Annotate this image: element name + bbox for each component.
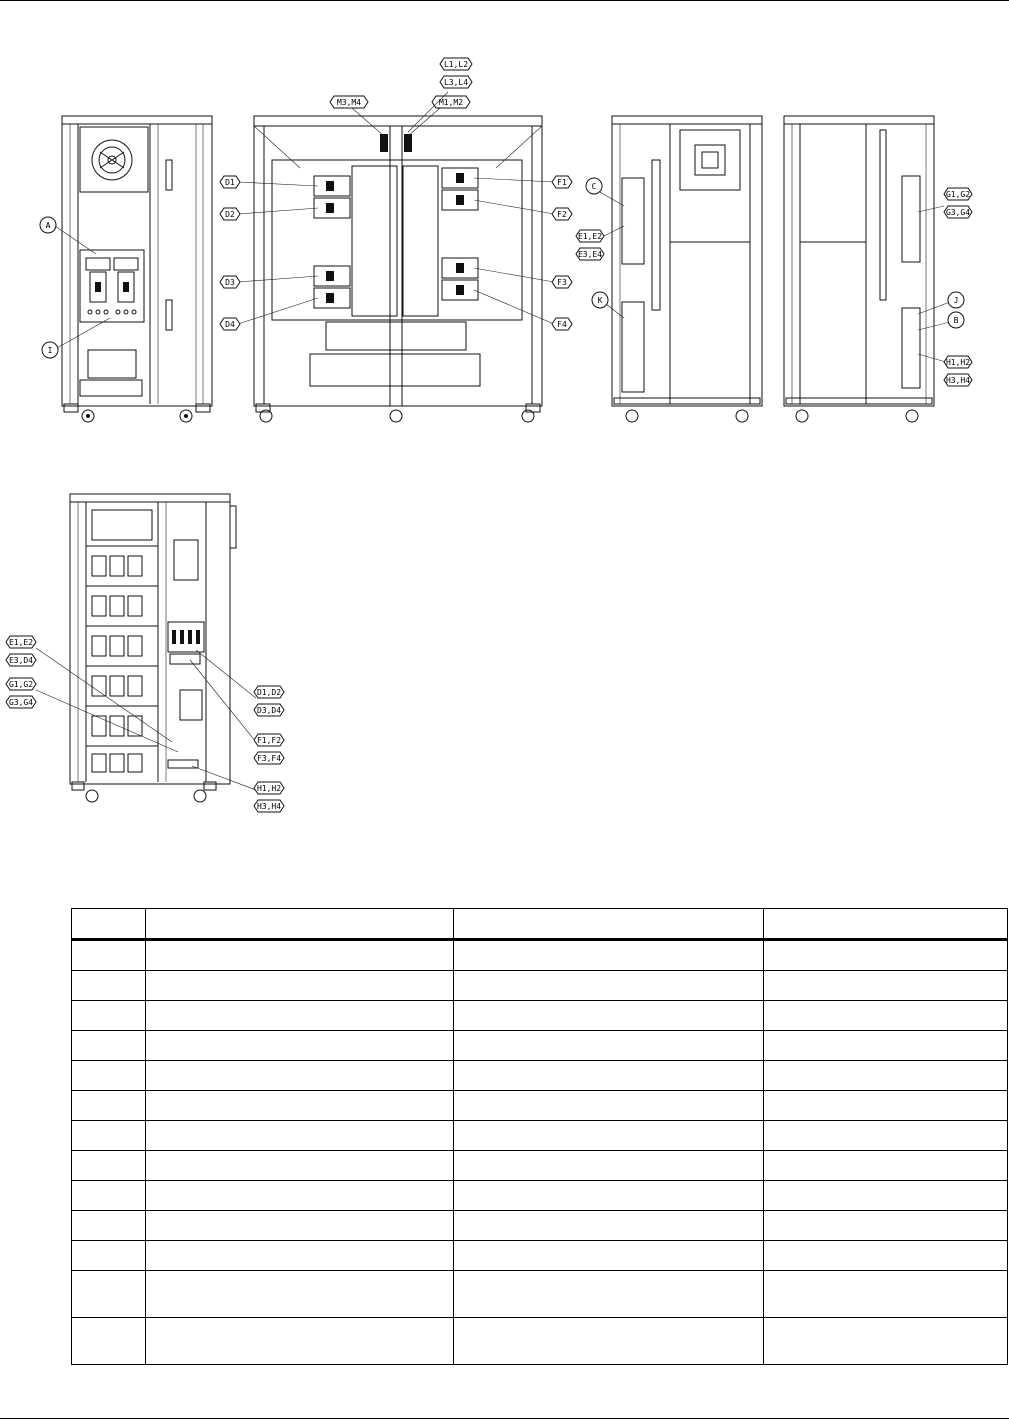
table-cell bbox=[764, 1318, 1008, 1365]
svg-text:E3,E4: E3,E4 bbox=[577, 250, 603, 259]
svg-text:G3,G4: G3,G4 bbox=[945, 208, 971, 217]
table-cell bbox=[764, 1241, 1008, 1271]
table-cell bbox=[146, 1318, 454, 1365]
table-cell bbox=[146, 1241, 454, 1271]
table-cell bbox=[146, 1061, 454, 1091]
table-cell bbox=[764, 1151, 1008, 1181]
label-D1 bbox=[220, 176, 318, 188]
table-row bbox=[72, 1271, 1008, 1318]
table-cell bbox=[454, 1001, 764, 1031]
battery-rows bbox=[92, 556, 142, 772]
table-cell bbox=[72, 1031, 146, 1061]
label-D4 bbox=[220, 298, 318, 330]
table-cell bbox=[764, 1121, 1008, 1151]
svg-text:A: A bbox=[45, 221, 51, 230]
svg-text:H1,H2: H1,H2 bbox=[256, 784, 282, 793]
label-E-groups bbox=[576, 226, 624, 260]
table-row bbox=[72, 1318, 1008, 1365]
table-cell bbox=[454, 1271, 764, 1318]
svg-text:D1: D1 bbox=[225, 178, 235, 187]
table-row bbox=[72, 1151, 1008, 1181]
table-row bbox=[72, 1121, 1008, 1151]
svg-text:C: C bbox=[591, 182, 597, 191]
label-D3 bbox=[220, 276, 318, 288]
table-cell bbox=[72, 1121, 146, 1151]
table-cell bbox=[764, 1031, 1008, 1061]
table-cell bbox=[72, 1151, 146, 1181]
table-cell bbox=[146, 1181, 454, 1211]
svg-text:E1,E2: E1,E2 bbox=[577, 232, 603, 241]
svg-text:F4: F4 bbox=[557, 320, 567, 329]
svg-text:E3,D4: E3,D4 bbox=[8, 656, 34, 665]
table-cell bbox=[72, 940, 146, 971]
table-cell bbox=[764, 1271, 1008, 1318]
table-cell bbox=[764, 1181, 1008, 1211]
table-row bbox=[72, 1031, 1008, 1061]
table-cell bbox=[146, 1031, 454, 1061]
table-cell bbox=[72, 1271, 146, 1318]
svg-text:E1,E2: E1,E2 bbox=[8, 638, 34, 647]
table-cell bbox=[454, 1091, 764, 1121]
svg-text:D4: D4 bbox=[225, 320, 235, 329]
svg-text:H3,H4: H3,H4 bbox=[945, 376, 971, 385]
table-cell bbox=[72, 971, 146, 1001]
svg-text:J: J bbox=[953, 296, 959, 305]
svg-text:M3,M4: M3,M4 bbox=[336, 98, 362, 107]
table-cell bbox=[72, 1061, 146, 1091]
table-cell bbox=[146, 971, 454, 1001]
table-cell bbox=[454, 1211, 764, 1241]
table-cell bbox=[146, 1211, 454, 1241]
svg-text:K: K bbox=[597, 296, 603, 305]
table-cell bbox=[72, 1001, 146, 1031]
table-row bbox=[72, 971, 1008, 1001]
table-row bbox=[72, 1061, 1008, 1091]
table-cell bbox=[454, 940, 764, 971]
table-cell bbox=[146, 1121, 454, 1151]
svg-text:F3: F3 bbox=[557, 278, 567, 287]
label-A bbox=[40, 217, 96, 254]
table-cell bbox=[764, 1091, 1008, 1121]
label-F1 bbox=[474, 176, 572, 188]
label-C bbox=[586, 178, 624, 206]
footer-rule bbox=[0, 1418, 1009, 1419]
svg-text:G1,G2: G1,G2 bbox=[945, 190, 971, 199]
svg-text:G3,G4: G3,G4 bbox=[8, 698, 34, 707]
svg-text:D2: D2 bbox=[225, 210, 235, 219]
table-cell bbox=[72, 1091, 146, 1121]
front-view bbox=[40, 116, 212, 422]
svg-text:L1,L2: L1,L2 bbox=[443, 60, 469, 69]
table-cell bbox=[146, 1271, 454, 1318]
side-view bbox=[576, 116, 762, 422]
table-cell bbox=[764, 1211, 1008, 1241]
table-cell bbox=[72, 1318, 146, 1365]
table-row bbox=[72, 1211, 1008, 1241]
table-cell bbox=[146, 940, 454, 971]
table-cell bbox=[454, 1031, 764, 1061]
spec-table bbox=[71, 908, 1008, 1365]
label-J bbox=[918, 292, 964, 314]
header-cell bbox=[72, 909, 146, 940]
svg-text:G1,G2: G1,G2 bbox=[8, 680, 34, 689]
svg-text:D1,D2: D1,D2 bbox=[256, 688, 282, 697]
header-cell bbox=[146, 909, 454, 940]
header-cell bbox=[454, 909, 764, 940]
label-B bbox=[918, 312, 964, 330]
rear-view bbox=[784, 116, 972, 422]
svg-text:L3,L4: L3,L4 bbox=[443, 78, 469, 87]
svg-text:H1,H2: H1,H2 bbox=[945, 358, 971, 367]
table-cell bbox=[454, 1151, 764, 1181]
table-row bbox=[72, 1181, 1008, 1211]
svg-text:F3,F4: F3,F4 bbox=[256, 754, 282, 763]
svg-text:F2: F2 bbox=[557, 210, 567, 219]
table-cell bbox=[146, 1091, 454, 1121]
table-cell bbox=[72, 1241, 146, 1271]
table-header-row bbox=[72, 909, 1008, 940]
table-cell bbox=[454, 1318, 764, 1365]
header-cell bbox=[764, 909, 1008, 940]
svg-text:M1,M2: M1,M2 bbox=[438, 98, 464, 107]
battery-cabinet-view bbox=[6, 494, 284, 812]
svg-text:B: B bbox=[953, 316, 959, 325]
table-cell bbox=[764, 940, 1008, 971]
table-cell bbox=[764, 1001, 1008, 1031]
label-F4 bbox=[474, 290, 572, 330]
svg-text:F1: F1 bbox=[557, 178, 567, 187]
table-cell bbox=[764, 1061, 1008, 1091]
table-row bbox=[72, 940, 1008, 971]
label-K bbox=[592, 292, 624, 318]
table-cell bbox=[72, 1181, 146, 1211]
table-row bbox=[72, 1001, 1008, 1031]
table-cell bbox=[764, 971, 1008, 1001]
svg-text:D3,D4: D3,D4 bbox=[256, 706, 282, 715]
svg-text:F1,F2: F1,F2 bbox=[256, 736, 282, 745]
svg-text:I: I bbox=[47, 346, 53, 355]
label-bD-group bbox=[196, 650, 284, 716]
table-row bbox=[72, 1091, 1008, 1121]
label-F3 bbox=[474, 268, 572, 288]
interior-front-view bbox=[220, 58, 572, 422]
table-cell bbox=[454, 1181, 764, 1211]
label-D2 bbox=[220, 208, 318, 220]
table-cell bbox=[454, 971, 764, 1001]
label-I bbox=[42, 318, 110, 358]
table-cell bbox=[146, 1001, 454, 1031]
table-row bbox=[72, 1241, 1008, 1271]
table-cell bbox=[454, 1061, 764, 1091]
table-cell bbox=[72, 1211, 146, 1241]
svg-text:D3: D3 bbox=[225, 278, 235, 287]
table-cell bbox=[146, 1151, 454, 1181]
svg-text:H3,H4: H3,H4 bbox=[256, 802, 282, 811]
table-cell bbox=[454, 1121, 764, 1151]
table-cell bbox=[454, 1241, 764, 1271]
label-F2 bbox=[474, 200, 572, 220]
label-L1-L2-L3-L4 bbox=[408, 58, 472, 132]
